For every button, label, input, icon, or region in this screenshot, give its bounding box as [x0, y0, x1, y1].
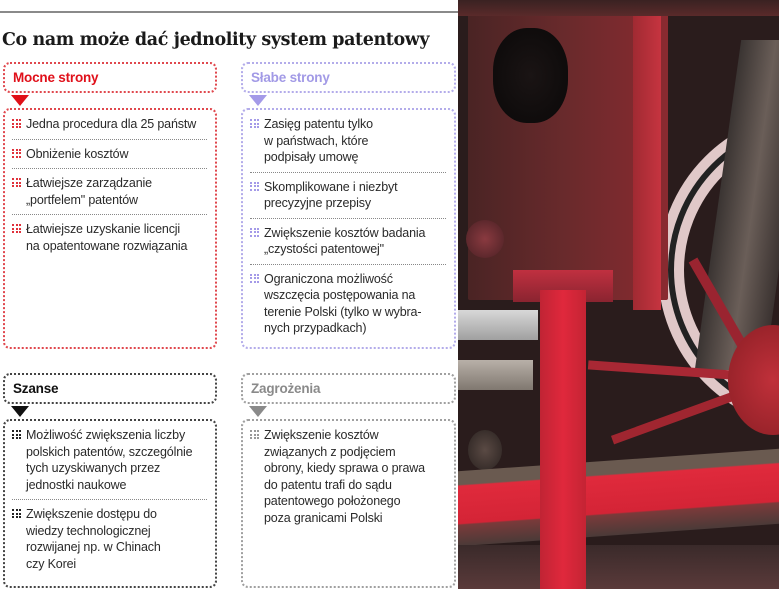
- list-item: Zwiększenie kosztów badania „czystości patentowej": [250, 218, 446, 264]
- list-item: Zwiększenie dostępu do wiedzy technologicznej rozwijanej np. w Chinach czy Korei: [12, 499, 207, 578]
- list-item: Ograniczona możliwość wszczęcia postępowania na terenie Polski (tylko w wybra- nych przypadkach): [250, 264, 446, 343]
- threats-list: [241, 419, 456, 588]
- threats-header: [241, 373, 456, 404]
- opportunities-header: [3, 373, 217, 404]
- list-item: Obniżenie kosztów: [12, 139, 207, 169]
- strengths-list: [3, 108, 217, 349]
- locomotive-wheel-photo: [458, 0, 779, 589]
- grid-bullet-icon: [250, 430, 260, 440]
- list-item: Skomplikowane i niezbyt precyzyjne przepisy: [250, 172, 446, 218]
- list-item: Zwiększenie kosztów związanych z podjęciem obrony, kiedy sprawa o prawa do patentu trafi do sądu patentowego położonego poza granicami Polski: [250, 425, 446, 532]
- grid-bullet-icon: [250, 182, 260, 192]
- quadrant-threats: [241, 373, 456, 588]
- grid-bullet-icon: [12, 224, 22, 234]
- grid-bullet-icon: [12, 149, 22, 159]
- top-rule-divider: [0, 11, 458, 13]
- opportunities-label: Szanse: [13, 381, 59, 396]
- strengths-label: Mocne strony: [13, 70, 99, 85]
- weaknesses-header: [241, 62, 456, 93]
- quadrant-opportunities: [3, 373, 217, 588]
- grid-bullet-icon: [250, 228, 260, 238]
- list-item: Łatwiejsze uzyskanie licencji na opatentowane rozwiązania: [12, 214, 207, 260]
- weaknesses-arrow-icon: [249, 95, 267, 106]
- opportunities-list: [3, 419, 217, 588]
- strengths-header: [3, 62, 217, 93]
- opportunities-arrow-icon: [11, 406, 29, 417]
- threats-arrow-icon: [249, 406, 267, 417]
- grid-bullet-icon: [12, 430, 22, 440]
- quadrant-strengths: [3, 62, 217, 349]
- list-item: Jedna procedura dla 25 państw: [12, 114, 207, 139]
- weaknesses-list: [241, 108, 456, 349]
- grid-bullet-icon: [250, 119, 260, 129]
- weaknesses-label: Słabe strony: [251, 70, 330, 85]
- list-item: Zasięg patentu tylko w państwach, które podpisały umowę: [250, 114, 446, 172]
- grid-bullet-icon: [12, 509, 22, 519]
- threats-label: Zagrożenia: [251, 381, 321, 396]
- list-item: Łatwiejsze zarządzanie „portfelem" patentów: [12, 168, 207, 214]
- quadrant-weaknesses: [241, 62, 456, 349]
- list-item: Możliwość zwiększenia liczby polskich patentów, szczególnie tych uzyskiwanych przez jednostki naukowe: [12, 425, 207, 499]
- grid-bullet-icon: [12, 119, 22, 129]
- infographic-title: Co nam może dać jednolity system patentowy: [2, 30, 430, 50]
- grid-bullet-icon: [250, 274, 260, 284]
- grid-bullet-icon: [12, 178, 22, 188]
- strengths-arrow-icon: [11, 95, 29, 106]
